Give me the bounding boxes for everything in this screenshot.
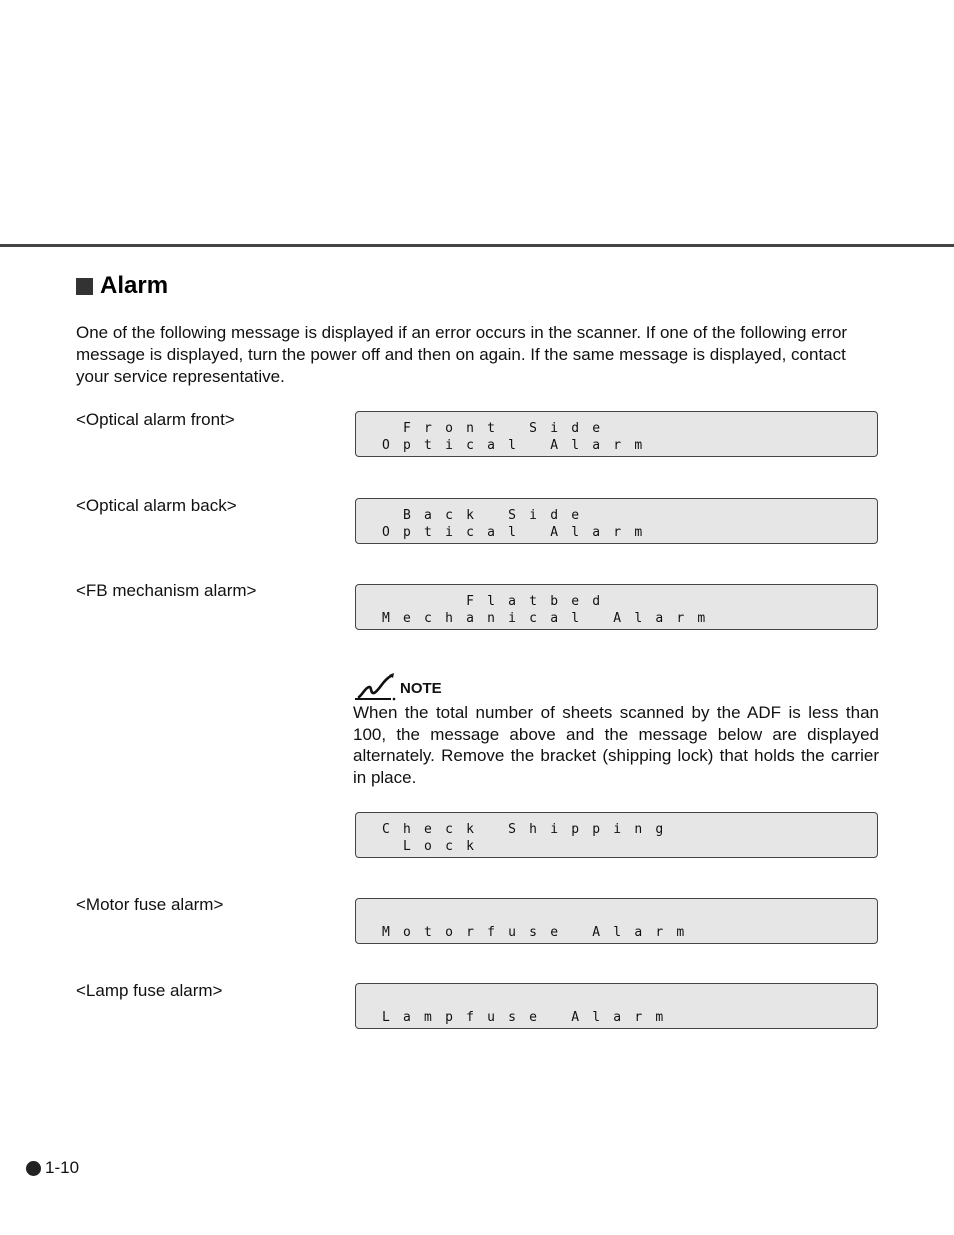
section-title: Alarm — [100, 272, 169, 299]
lcd-display-optical-back — [355, 498, 878, 544]
lcd-line-1: Front Side — [382, 421, 614, 436]
alarm-label-fb-mechanism: <FB mechanism alarm> — [76, 581, 257, 600]
lcd-line-1: Flatbed — [382, 594, 614, 609]
intro-paragraph: One of the following message is displayed if an error occurs in the scanner. If one of the following error message is displayed, turn the power off and then on again. If the same message is displayed, contact your service representative. — [76, 323, 848, 386]
note-text: When the total number of sheets scanned by the ADF is less than 100, the message above and the message below are displayed alternately. Remove the bracket (shipping lock) that holds the carrier in place. — [353, 703, 879, 787]
lcd-line-2: Motorfuse Alarm — [382, 925, 698, 940]
bullet-icon — [26, 1161, 41, 1176]
header-rule — [0, 244, 954, 247]
lcd-line-1: Check Shipping — [382, 822, 677, 837]
alarm-label-lamp-fuse: <Lamp fuse alarm> — [76, 981, 223, 1000]
lcd-line-2: Lampfuse Alarm — [382, 1010, 677, 1025]
lcd-line-2: Mechanical Alarm — [382, 611, 719, 626]
page-footer — [26, 1158, 79, 1178]
lcd-display-shipping-lock — [355, 812, 878, 858]
lcd-display-motor-fuse — [355, 898, 878, 944]
note-title: NOTE — [400, 680, 442, 697]
lcd-display-lamp-fuse — [355, 983, 878, 1029]
pencil-icon — [353, 672, 397, 702]
lcd-display-optical-front — [355, 411, 878, 457]
alarm-label-optical-back: <Optical alarm back> — [76, 496, 237, 515]
lcd-line-2: Optical Alarm — [382, 438, 656, 453]
heading-square-icon — [76, 278, 93, 295]
lcd-line-2: Lock — [382, 839, 488, 854]
section-heading — [76, 272, 168, 300]
lcd-line-2: Optical Alarm — [382, 525, 656, 540]
lcd-line-1: Back Side — [382, 508, 593, 523]
page-number: 1-10 — [45, 1158, 80, 1177]
note-header — [353, 672, 879, 702]
alarm-label-motor-fuse: <Motor fuse alarm> — [76, 895, 224, 914]
lcd-display-fb-mechanism — [355, 584, 878, 630]
note-block — [353, 672, 879, 788]
alarm-label-optical-front: <Optical alarm front> — [76, 410, 235, 429]
